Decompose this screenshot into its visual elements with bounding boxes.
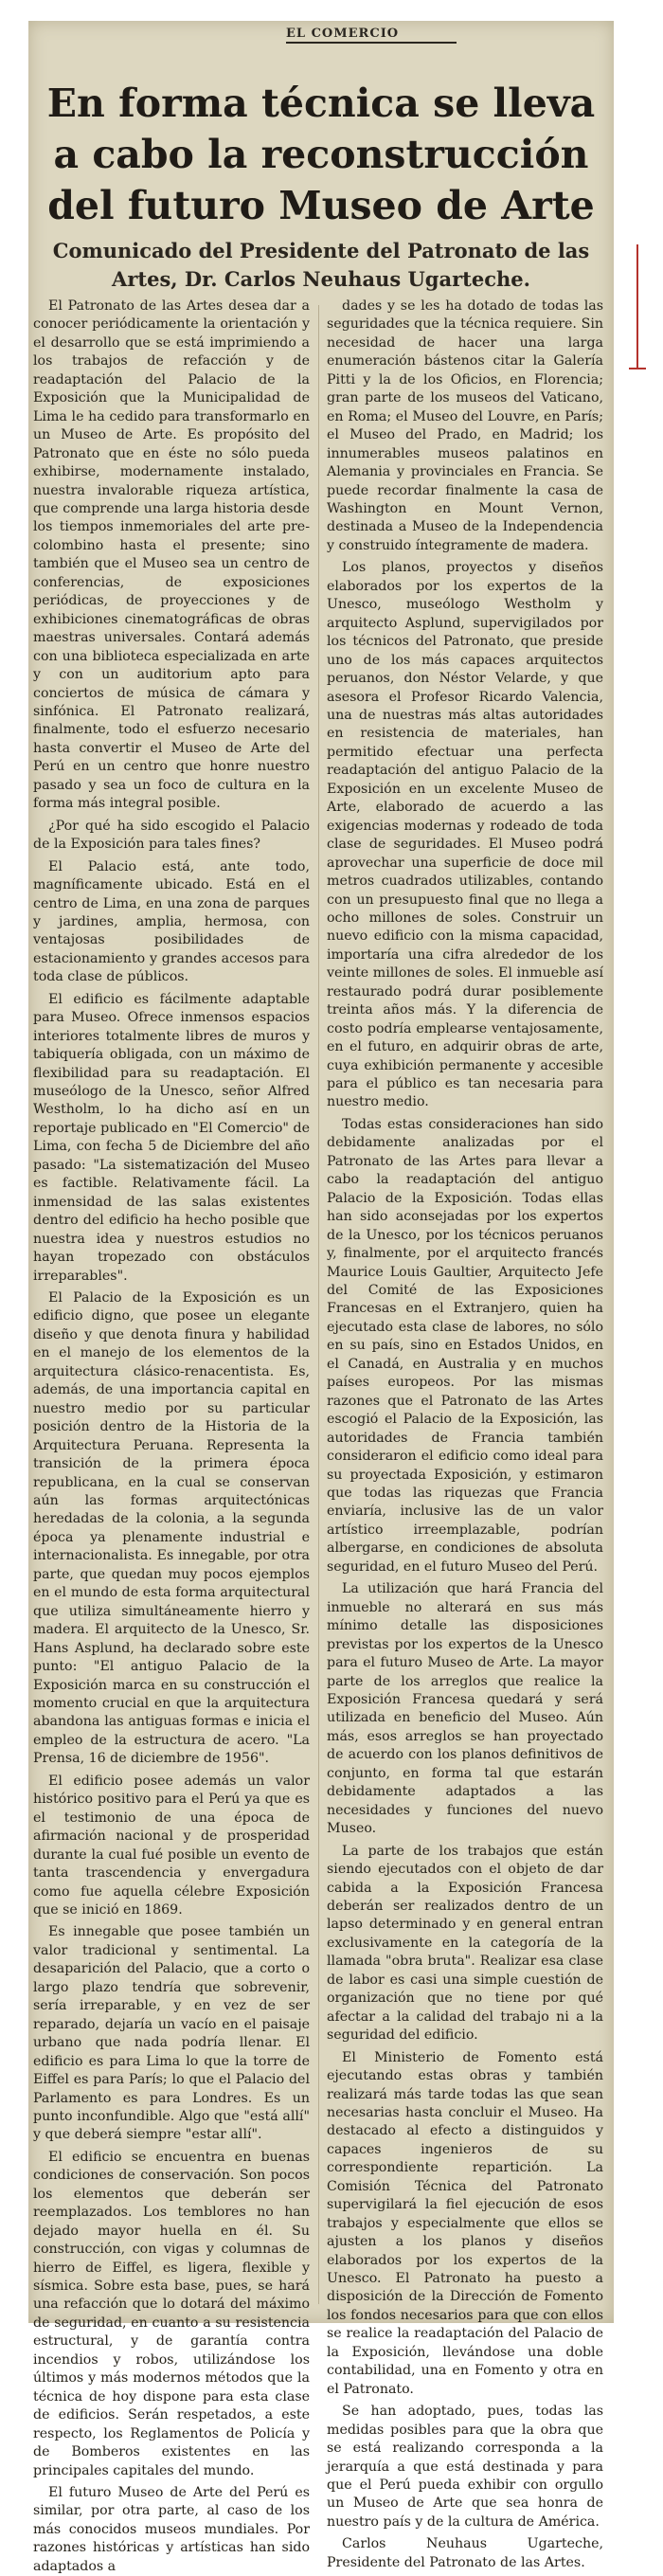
paragraph: El edificio es fácilmente adaptable para Museo. Ofrece inmensos espacios interiores totalmente libres de muros y tabiquería obligada, con un máximo de flexibilidad para su readaptación. El museólogo de la Unesco, señor Alfred Westholm, lo ha dicho así en un reportaje publicado en "El Comercio" de Lima, con fecha 5 de Diciembre del año pasado: "La sistematización del Museo es factible. Relativamente fácil. La inmensidad de las salas existentes dentro del edificio ha hecho posible que nuestra idea y nuestros estudios no hayan tropezado con obstáculos irreparables". xyxy=(33,991,310,1284)
paragraph: El edificio se encuentra en buenas condiciones de conservación. Son pocos los elementos que deberán ser reemplazados. Los temblores no han dejado mayor huella en él. Su construcción, con vigas y columnas de hierro de Eiffel, es ligera, flexible y sísmica. Sobre esta base, pues, se hará una refacción que lo dotará del máximo de seguridad, en cuanto a su resistencia estructural, y de garantía contra incendios y robos, utilizándose los últimos y más modernos métodos que la técnica de hoy dispone para esta clase de edificios. Serán respetados, a este respecto, los Reglamentos de Policía y de Bomberos existentes en las principales capitales del mundo. xyxy=(33,2149,310,2478)
column-divider xyxy=(318,305,319,2304)
paragraph: El Ministerio de Fomento está ejecutando estas obras y también realizará más tarde todas las que sean necesarias hasta concluir el Museo. Ha destacado al efecto a distinguidos y capaces ingenieros de su correspondiente repartición. La Comisión Técnica del Patronato supervigilará la fiel ejecución de esos trabajos y especialmente que ellos se ajusten a los planos y diseños elaborados por los expertos de la Unesco. El Patronato ha puesto a disposición de la Dirección de Fomento los fondos necesarios para que con ellos se realice la readaptación del Palacio de la Exposición, llevándose una doble contabilidad, una en Fomento y otra en el Patronato. xyxy=(327,2049,603,2397)
signature: Carlos Neuhaus Ugarteche, Presidente del Patronato de las Artes. xyxy=(327,2536,603,2570)
article-column-left xyxy=(33,297,310,2574)
paragraph: El Palacio está, ante todo, magníficamente ubicado. Está en el centro de Lima, en una zona de parques y jardines, amplia, hermosa, con ventajosas posibilidades de estacionamiento y grandes accesos para toda clase de públicos. xyxy=(33,858,310,985)
margin-pencil-mark xyxy=(636,244,638,369)
paragraph: ¿Por qué ha sido escogido el Palacio de la Exposición para tales fines? xyxy=(33,818,310,853)
paragraph: dades y se les ha dotado de todas las seguridades que la técnica requiere. Sin necesidad de hacer una larga enumeración bástenos citar la Galería Pitti y la de los Oficios, en Florencia; gran parte de los museos del Vaticano, en Roma; el Museo del Louvre, en París; el Museo del Prado, en Madrid; los innumerables museos palatinos en Alemania y provinciales en Francia. Se puede recordar finalmente la casa de Washington en Mount Vernon, destinada a Museo de la Independencia y construido íntegramente de madera. xyxy=(327,298,603,553)
headline: En forma técnica se lleva a cabo la reconstrucción del futuro Museo de Arte xyxy=(46,81,596,228)
paragraph: La parte de los trabajos que están siendo ejecutados con el objeto de dar cabida a la Exposición Francesa deberán ser realizados dentro de un lapso determinado y en general entran exclusivamente en la categoría de la llamada "obra bruta". Realizar esa clase de labor es casi una simple cuestión de organización que no tiene por qué afectar a la calidad del trabajo ni a la seguridad del edificio. xyxy=(327,1843,603,2044)
paragraph: El Palacio de la Exposición es un edificio digno, que posee un elegante diseño y que denota finura y habilidad en el manejo de los elementos de la arquitectura clásico-renacentista. Es, además, de una importancia capital en nuestro medio por su particular posición dentro de la Historia de la Arquitectura Peruana. Representa la transición de la primera época republicana, en la cual se conservan aún las formas arquitectónicas heredadas de la colonia, a la segunda época ya plenamente industrial e internacionalista. Es innegable, por otra parte, que quedan muy pocos ejemplos en el mundo de esta forma arquitectural que utiliza simultáneamente hierro y madera. El arquitecto de la Unesco, Sr. Hans Asplund, ha declarado sobre este punto: "El antiguo Palacio de la Exposición marca en su construcción el momento crucial en que la arquitectura abandona las antiguas formas e inicia el empleo de la estructura de acero. "La Prensa, 16 de diciembre de 1956". xyxy=(33,1290,310,1767)
paragraph: Se han adoptado, pues, todas las medidas posibles para que la obra que se está realizando corresponda a la jerarquía a que está destinada y para que el Perú pueda exhibir con orgullo un Museo de Arte que sea honra de nuestro país y de la cultura de América. xyxy=(327,2404,603,2530)
masthead: EL COMERCIO xyxy=(286,27,457,44)
paragraph: La utilización que hará Francia del inmueble no alterará en sus más mínimo detalle las disposiciones previstas por los expertos de la Unesco para el futuro Museo de Arte. La mayor parte de los arreglos que realice la Exposición Francesa quedará y será utilizada en beneficio del Museo. Aún más, esos arreglos se han proyectado de acuerdo con los planos definitivos de conjunto, en forma tal que estarán debidamente adaptados a las necesidades y funciones del nuevo Museo. xyxy=(327,1581,603,1837)
paragraph: Es innegable que posee también un valor tradicional y sentimental. La desaparición del Palacio, que a corto o largo plazo tendría que sobrevenir, sería irreparable, y en vez de ser reparado, dejaría un vacío en el paisaje urbano que nada podría llenar. El edificio es para Lima lo que la torre de Eiffel es para París; lo que el Palacio del Parlamento es para Londres. Es un punto inconfundible. Algo que "está allí" y que deberá siempre "estar allí". xyxy=(33,1924,310,2143)
paragraph: El edificio posee además un valor histórico positivo para el Perú ya que es el testimonio de una época de afirmación nacional y de prosperidad durante la cual fué posible un evento de tanta trascendencia y envergadura como fue aquella célebre Exposición que se inició en 1869. xyxy=(33,1773,310,1918)
paragraph: El futuro Museo de Arte del Perú es similar, por otra parte, al caso de los más conocidos museos mundiales. Por razones históricas y artísticas han sido adaptados a xyxy=(33,2485,310,2574)
margin-pencil-tick xyxy=(629,368,646,369)
paragraph: Todas estas consideraciones han sido debidamente analizadas por el Patronato de las Artes para llevar a cabo la readaptación del antiguo Palacio de la Exposición. Todas ellas han sido aconsejadas por los expertos de la Unesco, por los técnicos peruanos y, finalmente, por el arquitecto francés Maurice Louis Gaultier, Arquitecto Jefe del Comité de las Exposiciones Francesas en el Extranjero, quien ha ejecutado esta clase de labores, no sólo en su país, sino en Estados Unidos, en el Canadá, en Australia y en muchos países europeos. Por las mismas razones que el Patronato de las Artes escogió el Palacio de la Exposición, las autoridades de Francia también consideraron el edificio como ideal para su proyectada Exposición, y estimaron que todas las riquezas que Francia enviaría, inclusive las de un valor artístico irreemplazable, podrían albergarse, en condiciones de absoluta seguridad, en el futuro Museo del Perú. xyxy=(327,1116,603,1575)
newspaper-clipping xyxy=(28,21,614,2574)
article-column-right xyxy=(327,297,603,2570)
subheadline: Comunicado del Presidente del Patronato de las Artes, Dr. Carlos Neuhaus Ugarteche. xyxy=(52,239,590,291)
paragraph: Los planos, proyectos y diseños elaborados por los expertos de la Unesco, museólogo Westholm y arquitecto Asplund, supervigilados por los técnicos del Patronato, que preside uno de los más capaces arquitectos peruanos, don Néstor Velarde, y que asesora el Profesor Ricardo Valencia, una de nuestras más altas autoridades en resistencia de materiales, han permitido efectuar una perfecta readaptación del antiguo Palacio de la Exposición en un excelente Museo de Arte, elaborado de acuerdo a las exigencias modernas y rodeado de toda clase de seguridades. El Museo podrá aprovechar una superficie de doce mil metros cuadrados utilizables, contando con un presupuesto final que no llega a ocho millones de soles. Construir un nuevo edificio con la misma capacidad, importaría una cifra alrededor de los veinte millones de soles. El inmueble así restaurado podrá durar posiblemente treinta años más. Y la diferencia de costo podría emplearse ventajosamente, en el futuro, en adquirir obras de arte, cuya exhibición permanente y accesible para el público es tan necesaria para nuestro medio. xyxy=(327,560,603,1110)
paragraph: El Patronato de las Artes desea dar a conocer periódicamente la orientación y el desarrollo que se está imprimiendo a los trabajos de refacción y de readaptación del Palacio de la Exposición que la Municipalidad de Lima le ha cedido para transformarlo en un Museo de Arte. Es propósito del Patronato que en éste no sólo pueda exhibirse, modernamente instalado, nuestra invalorable riqueza artística, que comprende una larga historia desde los tiempos inmemoriales del arte pre-colombino hasta el presente; sino también que el Museo sea un centro de conferencias, de exposiciones periódicas, de proyecciones y de exhibiciones cinematográficas de obras maestras universales. Contará además con una biblioteca especializada en arte y con un auditorium apto para conciertos de música de cámara y sinfónica. El Patronato realizará, finalmente, todo el esfuerzo necesario hasta convertir el Museo de Arte del Perú en un centro que honre nuestro pasado y sea un foco de cultura en la forma más integral posible. xyxy=(33,298,310,812)
